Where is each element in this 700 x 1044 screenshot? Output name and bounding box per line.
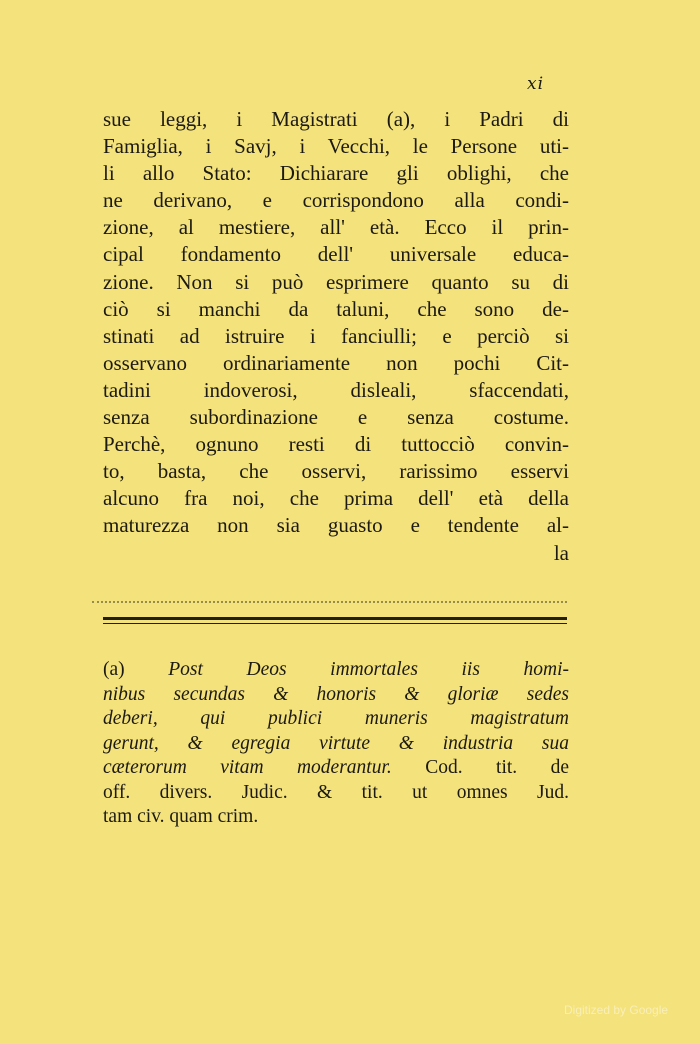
body-line: osservano ordinariamente non pochi Cit- [103, 350, 569, 375]
body-line: senza subordinazione e senza costume. [103, 405, 569, 430]
body-text [103, 106, 569, 567]
body-line: li allo Stato: Dichiarare gli oblighi, che [103, 161, 569, 186]
footnote-line: tam civ. quam crim. [103, 806, 259, 827]
body-line: tadini indoverosi, disleali, sfaccendati, [103, 377, 569, 402]
body-line: to, basta, che osservi, rarissimo esservi [103, 459, 569, 484]
footnote-line: off. divers. Judic. & tit. ut omnes Jud. [103, 781, 569, 803]
footnote-line: deberi, qui publici muneris magistratum [103, 708, 569, 729]
footnote-italic-text: cæterorum vitam moderantur. [103, 757, 392, 778]
body-line: ne derivano, e corrispondono alla condi- [103, 188, 569, 213]
footnote-line [103, 756, 569, 781]
catchword: la [553, 540, 569, 565]
footnote-citation: Cod. tit. de [425, 757, 569, 778]
footnote-italic-text: Post Deos immortales iis homi- [168, 659, 569, 680]
body-line: cipal fondamento dell' universale educa- [103, 242, 569, 267]
body-line: Famiglia, i Savj, i Vecchi, le Persone uti- [103, 134, 569, 159]
footnote-line: nibus secundas & honoris & gloriæ sedes [103, 683, 569, 705]
footnote-line: gerunt, & egregia virtute & industria sua [103, 732, 569, 754]
body-line: Perchè, ognuno resti di tuttocciò convin- [103, 432, 569, 457]
footnote-marker: (a) [103, 659, 125, 680]
dotted-rule [92, 601, 567, 603]
footnote-line [103, 658, 569, 683]
body-line: maturezza non sia guasto e tendente al- [103, 513, 569, 538]
body-line: alcuno fra noi, che prima dell' età della [103, 486, 569, 511]
footnote [103, 658, 569, 830]
footnote-rule-thin [103, 623, 567, 624]
body-line: zione. Non si può esprimere quanto su di [103, 269, 569, 294]
body-line: sue leggi, i Magistrati (a), i Padri di [103, 107, 569, 131]
body-line: ciò si manchi da taluni, che sono de- [103, 296, 569, 321]
page-number: xi [527, 74, 545, 94]
body-line: stinati ad istruire i fanciulli; e perciò si [103, 323, 569, 348]
body-line: zione, al mestiere, all' età. Ecco il prin- [103, 215, 569, 240]
watermark: Digitized by Google [564, 1003, 669, 1017]
footnote-rule-thick [103, 617, 567, 620]
